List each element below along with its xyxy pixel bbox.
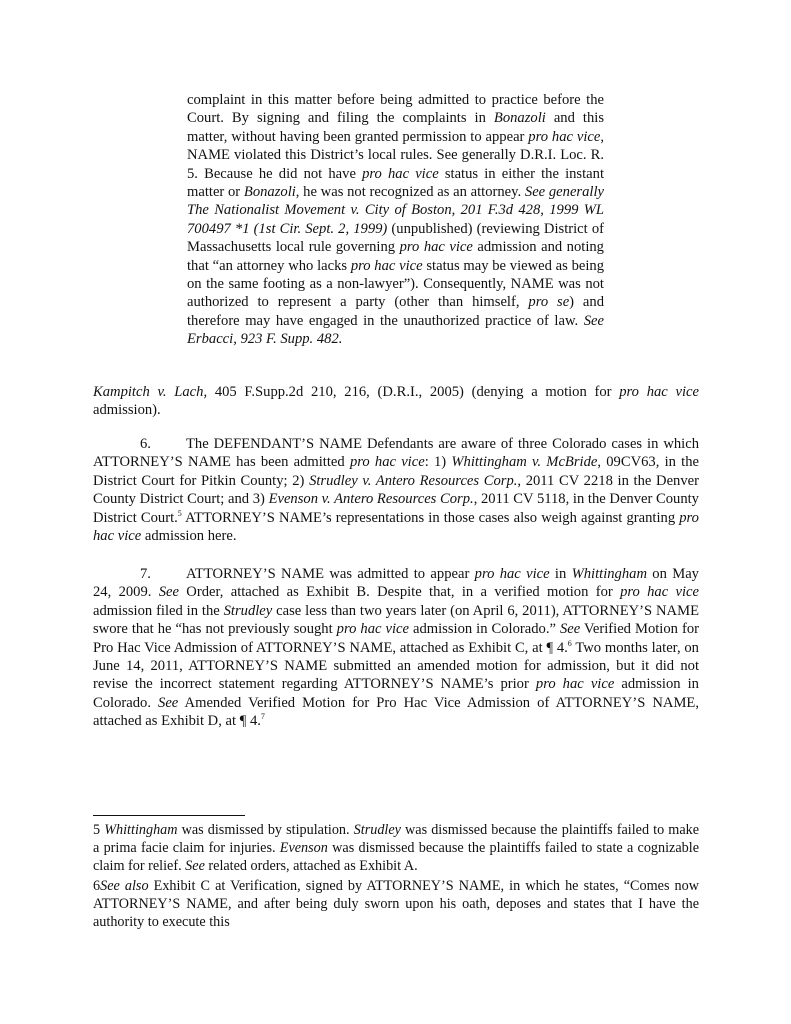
paragraph-text: The DEFENDANT’S NAME Defendants are aware of three Colorado cases in which ATTORNEY’S NAME has been admitted: [93, 436, 699, 471]
paragraph-7: [93, 565, 699, 731]
paragraph-text: admission here.: [141, 528, 237, 545]
case-name: Bonazoli: [243, 184, 296, 201]
paragraph-text: Amended Verified Motion for Pro Hac Vice Admission of ATTORNEY’S NAME, attached as Exhibit D, at ¶ 4.: [93, 694, 699, 730]
footnote-text: was dismissed by stipulation.: [177, 822, 354, 838]
case-name: Strudley: [353, 822, 401, 838]
latin-term: pro hac vice: [350, 257, 423, 274]
latin-term: pro hac vice: [399, 239, 473, 256]
paragraph-text: case less than two years later (on April 6, 2011), ATTORNEY’S NAME swore that he “has not previously sought: [93, 602, 699, 638]
latin-term: pro hac vice: [362, 165, 439, 182]
paragraph-text: Order, attached as Exhibit B. Despite that, in a verified motion for: [178, 584, 621, 601]
paragraph-text: : 1): [424, 454, 452, 471]
citation-text: admission).: [93, 402, 161, 419]
case-name: Kampitch v. Lach: [93, 384, 204, 400]
latin-term: pro hac vice: [620, 584, 699, 601]
quote-text: ) and therefore may have engaged in the unauthorized practice of law.: [187, 294, 604, 329]
paragraph-6: [93, 435, 699, 545]
quote-text: admission and noting that “an attorney who lacks: [187, 239, 604, 274]
signal-word: See: [185, 858, 205, 874]
case-name: Whittingham v. McBride: [451, 454, 598, 471]
footnote-text: was dismissed because the plaintiffs failed to state a cognizable claim for relief.: [93, 840, 699, 874]
signal-word: See: [158, 584, 179, 601]
paragraph-text: admission in Colorado.: [93, 676, 699, 711]
quote-text: , NAME violated this District’s local rules. See generally D.R.I. Loc. R. 5. Because he did not have: [187, 128, 605, 182]
latin-term: pro se: [528, 294, 570, 311]
latin-term: pro hac vice: [474, 566, 550, 582]
paragraph-text: Two months later, on June 14, 2011, ATTORNEY’S NAME submitted an amended motion for admission, but it did not revise the incorrect statement regarding ATTORNEY’S NAME’s prior: [93, 639, 699, 693]
latin-term: pro hac vice: [93, 509, 699, 545]
paragraph-number: 7.: [140, 566, 151, 582]
case-name: Strudley: [223, 602, 273, 619]
latin-term: pro hac vice: [349, 454, 425, 471]
footnote-text: Exhibit C at Verification, signed by ATTORNEY’S NAME, in which he states, “Comes now ATTORNEY’S NAME, and after being duly sworn upon his oath, deposes and states that I have the authority to execute this: [93, 878, 699, 930]
paragraph-text: ATTORNEY’S NAME was admitted to appear: [186, 566, 475, 582]
case-name: Evenson: [279, 840, 328, 856]
case-name: Bonazoli: [493, 110, 546, 127]
quote-text: , he was not recognized as an attorney.: [295, 184, 525, 201]
latin-term: pro hac vice: [528, 128, 601, 145]
paragraph-text: on May 24, 2009.: [93, 566, 699, 601]
paragraph-text: in: [549, 566, 572, 582]
paragraph-text: ATTORNEY’S NAME’s representations in those cases also weigh against granting: [181, 509, 680, 526]
footnote-number: 5: [93, 822, 105, 838]
quote-text: complaint in this matter before being admitted to practice before the Court. By signing and filing the complaints in: [187, 92, 604, 127]
footnote-text: was dismissed because the plaintiffs failed to make a prima facie claim for injuries.: [93, 822, 700, 856]
paragraph-text: , 09CV63, in the District Court for Pitkin County; 2): [93, 454, 699, 489]
footnote-ref-6[interactable]: 6: [567, 638, 572, 648]
paragraph-number: 6.: [140, 436, 151, 452]
footnote-ref-5[interactable]: 5: [177, 508, 182, 518]
citation-text: , 405 F.Supp.2d 210, 216, (D.R.I., 2005) (denying a motion for: [203, 384, 620, 400]
quote-citation: [93, 383, 699, 420]
signal-word: See: [559, 621, 581, 638]
paragraph-text: admission in Colorado.”: [408, 621, 560, 638]
signal-word: See also: [100, 878, 149, 894]
signal-word: See: [158, 694, 179, 711]
footnote-separator: [93, 815, 245, 816]
footnote-5: [93, 821, 699, 875]
paragraph-text: admission filed in the: [93, 602, 224, 619]
paragraph-text: , 2011 CV 5118, in the Denver County District Court.: [93, 491, 699, 526]
block-quote: [187, 91, 604, 349]
case-name: Whittingham: [104, 822, 178, 838]
footnote-6: [93, 877, 699, 931]
quote-text: status may be viewed as being on the same footing as a non-lawyer”). Consequently, NAME was not authorized to represent a party (other than himself,: [187, 257, 604, 311]
paragraph-text: , 2011 CV 2218 in the Denver County District Court; and 3): [93, 472, 699, 508]
quote-text: (unpublished) (reviewing District of Massachusetts local rule governing: [187, 220, 604, 256]
case-citation: See generally The Nationalist Movement v. City of Boston, 201 F.3d 428, 1999 WL 700497 *1 (1st Cir. Sept. 2, 1999): [187, 184, 604, 237]
case-name: Evenson v. Antero Resources Corp.: [268, 491, 474, 508]
latin-term: pro hac vice: [336, 621, 409, 638]
quote-text: status in either the instant matter or: [187, 165, 604, 201]
case-name: Whittingham: [571, 566, 647, 582]
case-name: Strudley v. Antero Resources Corp.: [309, 472, 518, 489]
latin-term: pro hac vice: [619, 384, 699, 400]
footnote-number: 6: [93, 878, 101, 894]
footnote-ref-7[interactable]: 7: [260, 712, 265, 722]
paragraph-text: Verified Motion for Pro Hac Vice Admission of ATTORNEY’S NAME, attached as Exhibit C, at ¶ 4.: [93, 621, 699, 656]
case-citation: See Erbacci, 923 F. Supp. 482.: [187, 312, 604, 348]
latin-term: pro hac vice: [535, 676, 615, 693]
quote-text: and this matter, without having been granted permission to appear: [187, 110, 604, 145]
footnote-text: related orders, attached as Exhibit A.: [204, 858, 418, 874]
